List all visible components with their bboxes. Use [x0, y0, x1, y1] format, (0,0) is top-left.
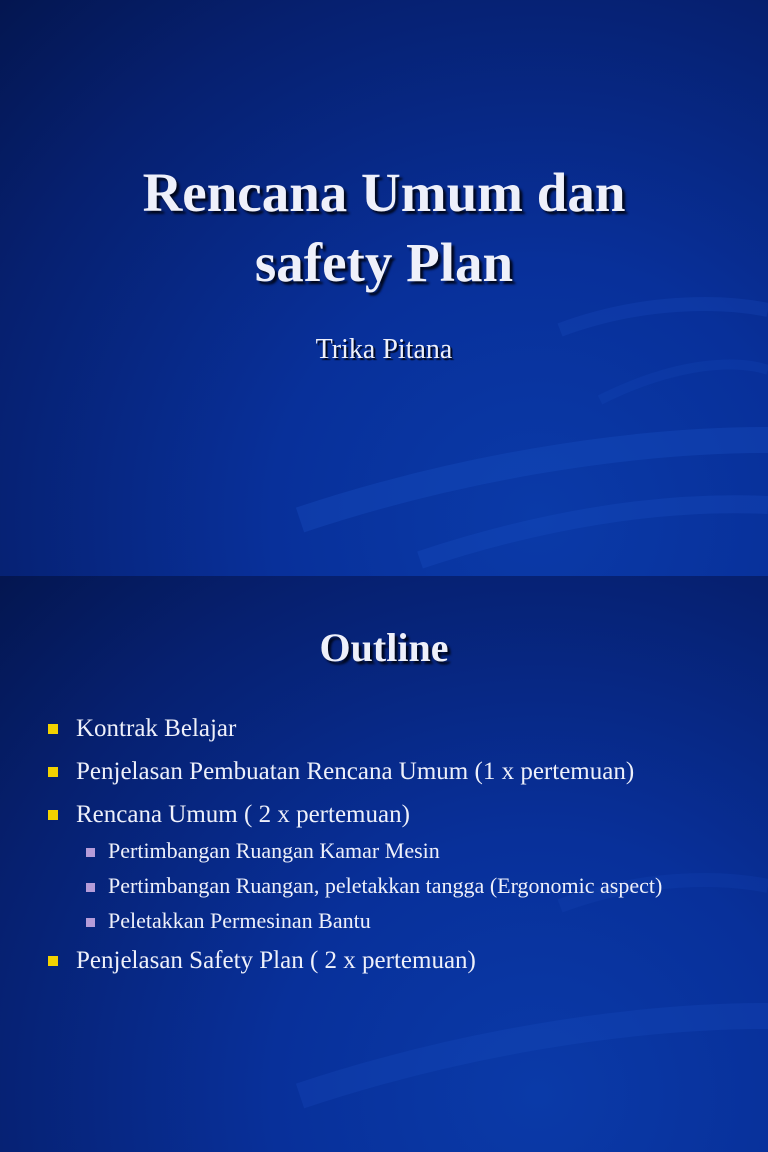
outline-list	[46, 714, 746, 989]
small-square-bullet-icon	[86, 848, 95, 857]
list-item-text: Penjelasan Pembuatan Rencana Umum (1 x pertemuan)	[76, 758, 635, 785]
list-item-text: Kontrak Belajar	[76, 715, 237, 742]
sub-list-item-text: Peletakkan Permesinan Bantu	[108, 908, 371, 933]
outline-slide	[0, 576, 768, 1152]
sub-list-item	[46, 871, 746, 901]
slide-subtitle: Trika Pitana	[315, 334, 453, 365]
sub-list	[46, 836, 746, 936]
sub-list-item	[46, 906, 746, 936]
slide-title	[0, 158, 768, 298]
sub-list-item	[46, 836, 746, 866]
square-bullet-icon	[48, 810, 58, 820]
square-bullet-icon	[48, 956, 58, 966]
title-line: safety Plan	[254, 232, 514, 293]
small-square-bullet-icon	[86, 918, 95, 927]
list-item-text: Penjelasan Safety Plan ( 2 x pertemuan)	[76, 947, 476, 974]
sub-list-item-text: Pertimbangan Ruangan, peletakkan tangga (Ergonomic aspect)	[108, 873, 663, 898]
title-line: Rencana Umum dan	[142, 162, 626, 223]
list-item	[46, 800, 746, 830]
slide-title: Outline	[319, 625, 449, 670]
small-square-bullet-icon	[86, 883, 95, 892]
list-item	[46, 757, 746, 787]
square-bullet-icon	[48, 724, 58, 734]
list-item	[46, 714, 746, 744]
sub-list-item-text: Pertimbangan Ruangan Kamar Mesin	[108, 838, 440, 863]
list-item	[46, 946, 746, 976]
list-item-text: Rencana Umum ( 2 x pertemuan)	[76, 801, 410, 828]
square-bullet-icon	[48, 767, 58, 777]
sub-list-container	[46, 836, 746, 936]
